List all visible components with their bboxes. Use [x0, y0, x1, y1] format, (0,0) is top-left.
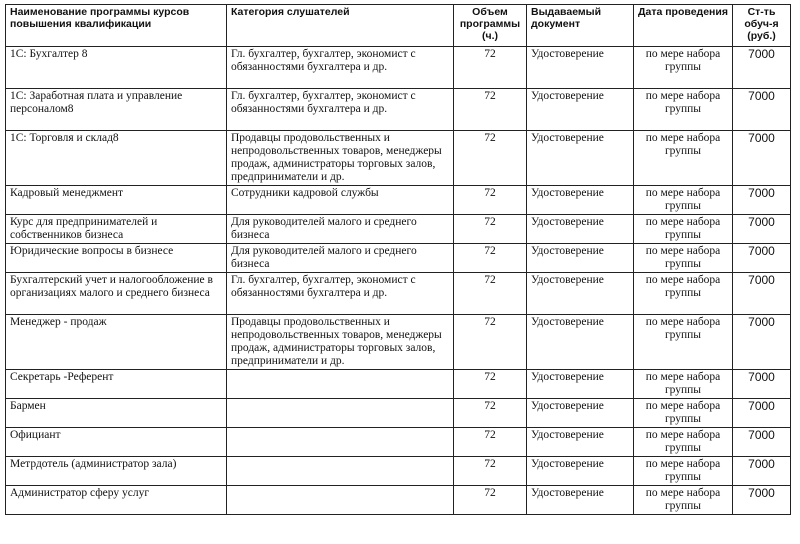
course-name-cell: Официант — [6, 428, 227, 457]
table-row — [6, 131, 791, 186]
course-name-cell: Кадровый менеджмент — [6, 186, 227, 215]
document-cell: Удостоверение — [527, 186, 634, 215]
course-name-cell: 1С: Бухгалтер 8 — [6, 47, 227, 89]
table-row — [6, 215, 791, 244]
document-cell: Удостоверение — [527, 486, 634, 515]
volume-cell: 72 — [454, 244, 527, 273]
price-cell: 7000 — [733, 131, 791, 186]
header-category: Категория слушателей — [227, 5, 454, 47]
table-row — [6, 457, 791, 486]
date-cell: по мере набора группы — [634, 131, 733, 186]
category-cell: Продавцы продовольственных и непродовольственных товаров, менеджеры продаж, администраторы торговых залов, предприниматели и др. — [227, 131, 454, 186]
course-name-cell: 1С: Заработная плата и управление персоналом8 — [6, 89, 227, 131]
course-name-cell: Курс для предпринимателей и собственников бизнеса — [6, 215, 227, 244]
category-cell: Для руководителей малого и среднего бизнеса — [227, 215, 454, 244]
table-row — [6, 273, 791, 315]
table-row — [6, 399, 791, 428]
document-cell: Удостоверение — [527, 399, 634, 428]
table-row — [6, 47, 791, 89]
date-cell: по мере набора группы — [634, 370, 733, 399]
table-row — [6, 244, 791, 273]
table-row — [6, 370, 791, 399]
table-row — [6, 315, 791, 370]
volume-cell: 72 — [454, 47, 527, 89]
date-cell: по мере набора группы — [634, 215, 733, 244]
volume-cell: 72 — [454, 186, 527, 215]
course-name-cell: Бармен — [6, 399, 227, 428]
category-cell: Продавцы продовольственных и непродовольственных товаров, менеджеры продаж, администраторы торговых залов, предприниматели и др. — [227, 315, 454, 370]
volume-cell: 72 — [454, 89, 527, 131]
document-cell: Удостоверение — [527, 89, 634, 131]
price-cell: 7000 — [733, 89, 791, 131]
document-cell: Удостоверение — [527, 457, 634, 486]
date-cell: по мере набора группы — [634, 47, 733, 89]
date-cell: по мере набора группы — [634, 315, 733, 370]
header-volume: Объем программы (ч.) — [454, 5, 527, 47]
category-cell: Гл. бухгалтер, бухгалтер, экономист с обязанностями бухгалтера и др. — [227, 89, 454, 131]
volume-cell: 72 — [454, 370, 527, 399]
price-cell: 7000 — [733, 399, 791, 428]
category-cell — [227, 370, 454, 399]
price-cell: 7000 — [733, 370, 791, 399]
volume-cell: 72 — [454, 428, 527, 457]
date-cell: по мере набора группы — [634, 399, 733, 428]
volume-cell: 72 — [454, 273, 527, 315]
volume-cell: 72 — [454, 486, 527, 515]
header-price: Ст-ть обуч-я (руб.) — [733, 5, 791, 47]
volume-cell: 72 — [454, 215, 527, 244]
price-cell: 7000 — [733, 457, 791, 486]
date-cell: по мере набора группы — [634, 457, 733, 486]
document-cell: Удостоверение — [527, 215, 634, 244]
category-cell — [227, 399, 454, 428]
date-cell: по мере набора группы — [634, 428, 733, 457]
category-cell: Сотрудники кадровой службы — [227, 186, 454, 215]
date-cell: по мере набора группы — [634, 273, 733, 315]
volume-cell: 72 — [454, 457, 527, 486]
price-cell: 7000 — [733, 273, 791, 315]
course-name-cell: Администратор сферу услуг — [6, 486, 227, 515]
date-cell: по мере набора группы — [634, 244, 733, 273]
document-cell: Удостоверение — [527, 244, 634, 273]
document-cell: Удостоверение — [527, 273, 634, 315]
course-name-cell: Секретарь -Референт — [6, 370, 227, 399]
price-cell: 7000 — [733, 244, 791, 273]
date-cell: по мере набора группы — [634, 486, 733, 515]
price-cell: 7000 — [733, 215, 791, 244]
header-document: Выдаваемый документ — [527, 5, 634, 47]
category-cell — [227, 428, 454, 457]
header-name: Наименование программы курсов повышения квалификации — [6, 5, 227, 47]
category-cell: Гл. бухгалтер, бухгалтер, экономист с обязанностями бухгалтера и др. — [227, 273, 454, 315]
header-row — [6, 5, 791, 47]
course-name-cell: Бухгалтерский учет и налогообложение в организациях малого и среднего бизнеса — [6, 273, 227, 315]
document-cell: Удостоверение — [527, 47, 634, 89]
courses-table — [5, 4, 791, 515]
course-name-cell: Юридические вопросы в бизнесе — [6, 244, 227, 273]
course-name-cell: Метрдотель (администратор зала) — [6, 457, 227, 486]
category-cell: Гл. бухгалтер, бухгалтер, экономист с обязанностями бухгалтера и др. — [227, 47, 454, 89]
document-cell: Удостоверение — [527, 370, 634, 399]
document-cell: Удостоверение — [527, 315, 634, 370]
table-row — [6, 428, 791, 457]
volume-cell: 72 — [454, 315, 527, 370]
price-cell: 7000 — [733, 486, 791, 515]
category-cell: Для руководителей малого и среднего бизнеса — [227, 244, 454, 273]
course-name-cell: 1С: Торговля и склад8 — [6, 131, 227, 186]
volume-cell: 72 — [454, 399, 527, 428]
header-date: Дата проведения — [634, 5, 733, 47]
price-cell: 7000 — [733, 47, 791, 89]
document-cell: Удостоверение — [527, 131, 634, 186]
date-cell: по мере набора группы — [634, 186, 733, 215]
table-row — [6, 89, 791, 131]
course-name-cell: Менеджер - продаж — [6, 315, 227, 370]
price-cell: 7000 — [733, 186, 791, 215]
volume-cell: 72 — [454, 131, 527, 186]
price-cell: 7000 — [733, 428, 791, 457]
price-cell: 7000 — [733, 315, 791, 370]
table-body — [6, 47, 791, 515]
category-cell — [227, 486, 454, 515]
table-row — [6, 486, 791, 515]
date-cell: по мере набора группы — [634, 89, 733, 131]
document-cell: Удостоверение — [527, 428, 634, 457]
category-cell — [227, 457, 454, 486]
table-row — [6, 186, 791, 215]
